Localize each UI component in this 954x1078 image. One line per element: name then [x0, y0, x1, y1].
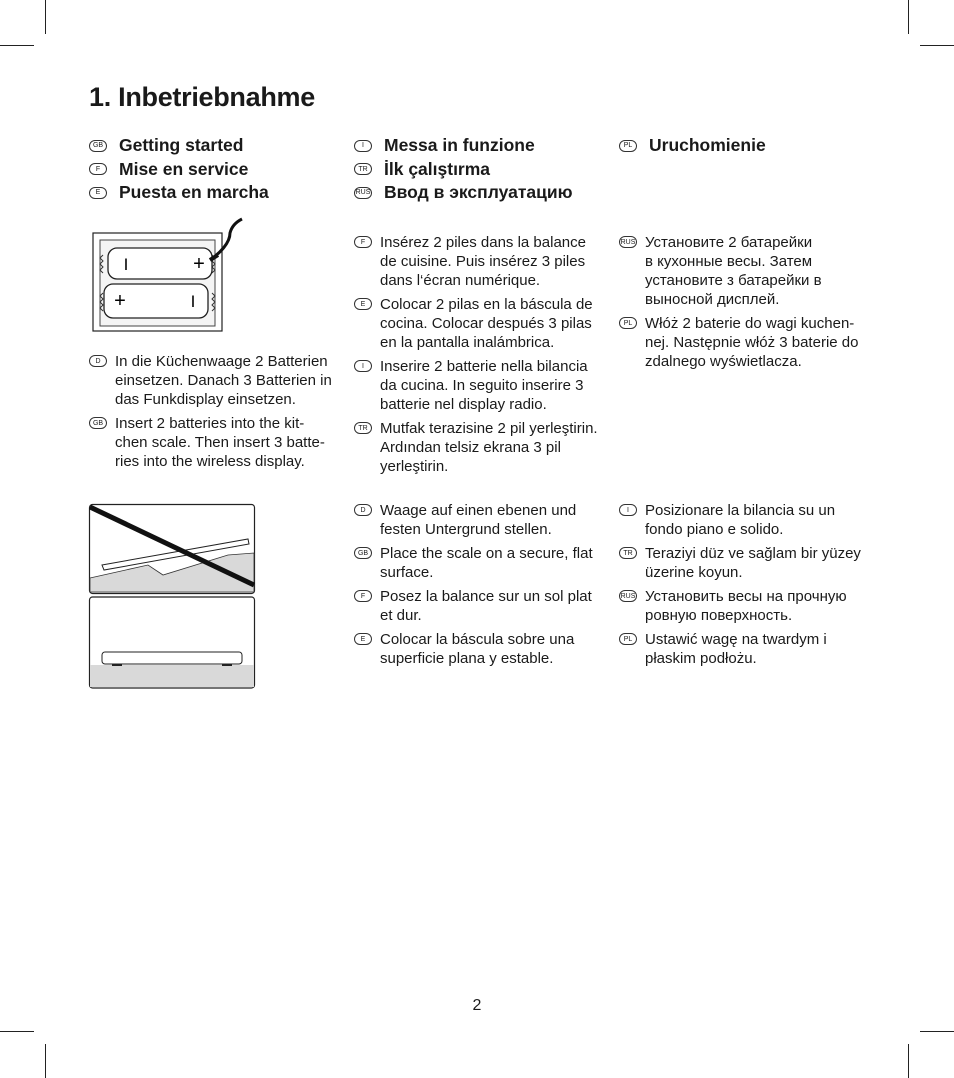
language-badge: D [354, 504, 372, 516]
heading-label: Puesta en marcha [119, 182, 269, 203]
language-badge: GB [89, 417, 107, 429]
language-badge: I [354, 140, 372, 152]
heading-label: Mise en service [119, 158, 249, 179]
heading-label: Uruchomienie [649, 135, 766, 156]
instruction-item [354, 630, 609, 668]
heading-list-col3 [619, 134, 766, 158]
battery-minus-symbol: I [190, 292, 196, 311]
instruction-text: Waage auf einen ebenen und festen Untergrund stellen. [380, 502, 577, 538]
crop-mark [908, 0, 909, 34]
instruction-list-surface-col2 [354, 501, 609, 673]
instruction-item [354, 357, 609, 414]
crop-mark [45, 1044, 46, 1078]
instruction-text: Установить весы на прочную ровную поверхность. [645, 588, 847, 624]
heading-label: Ввод в эксплуатацию [384, 182, 573, 203]
crop-mark [908, 1044, 909, 1078]
instruction-item [89, 414, 339, 471]
heading-item [89, 181, 269, 205]
instruction-text: Inserire 2 batterie nella bilancia da cucina. In seguito inserire 3 batterie nel display radio. [380, 358, 588, 413]
heading-item [354, 134, 573, 158]
language-badge: GB [354, 547, 372, 559]
heading-item [354, 158, 573, 182]
instruction-text: Colocar 2 pilas en la báscula de cocina. Colocar después 3 pilas en la pantalla inalámbrica. [380, 296, 593, 351]
instruction-item [354, 544, 609, 582]
language-badge: E [354, 633, 372, 645]
language-badge: E [89, 187, 107, 199]
heading-list-col1 [89, 134, 269, 205]
instruction-item [89, 352, 339, 409]
page-title: 1. Inbetriebnahme [89, 82, 315, 112]
instruction-text: Włóż 2 baterie do wagi kuchen- nej. Następnie włóż 3 baterie do zdalnego wyświetlacza. [645, 315, 859, 370]
language-badge: E [354, 298, 372, 310]
battery-minus-symbol: I [123, 255, 129, 274]
instruction-item [354, 233, 609, 290]
language-badge: RUS [619, 236, 637, 248]
language-badge: RUS [354, 187, 372, 199]
instruction-item [354, 419, 609, 476]
instruction-item [619, 233, 874, 309]
instruction-text: Posizionare la bilancia su un fondo piano e solido. [645, 502, 836, 538]
flat-surface-illustration [88, 503, 258, 691]
language-badge: RUS [619, 590, 637, 602]
heading-label: Getting started [119, 135, 244, 156]
language-badge: PL [619, 317, 637, 329]
crop-mark [920, 1031, 954, 1032]
language-badge: F [354, 590, 372, 602]
instruction-item [619, 630, 879, 668]
instruction-item [619, 314, 874, 371]
language-badge: D [89, 355, 107, 367]
crop-mark [0, 1031, 34, 1032]
heading-label: İlk çalıştırma [384, 158, 491, 179]
language-badge: PL [619, 633, 637, 645]
crop-mark [45, 0, 46, 34]
heading-item [89, 134, 269, 158]
instruction-item [354, 295, 609, 352]
instruction-text: Установите 2 батарейки в кухонные весы. Затем установите з батарейки в выносной дисплей. [645, 234, 822, 308]
instruction-list-battery-col2 [354, 233, 609, 481]
language-badge: TR [619, 547, 637, 559]
crop-mark [920, 45, 954, 46]
language-badge: GB [89, 140, 107, 152]
instruction-text: Colocar la báscula sobre una superficie plana y estable. [380, 631, 575, 667]
instruction-list-battery-col1 [89, 352, 339, 476]
page-number: 2 [472, 997, 482, 1014]
heading-item [89, 158, 269, 182]
heading-label: Messa in funzione [384, 135, 535, 156]
heading-list-col2 [354, 134, 573, 205]
instruction-item [354, 587, 609, 625]
instruction-text: Insert 2 batteries into the kit- chen scale. Then insert 3 batte- ries into the wireless display. [115, 415, 325, 470]
language-badge: F [354, 236, 372, 248]
language-badge: I [354, 360, 372, 372]
language-badge: TR [354, 163, 372, 175]
heading-item [354, 181, 573, 205]
battery-insertion-illustration [90, 215, 250, 335]
instruction-text: Mutfak terazisine 2 pil yerleştirin. Ardından telsiz ekrana 3 pil yerleştirin. [380, 420, 598, 475]
language-badge: I [619, 504, 637, 516]
instruction-list-surface-col3 [619, 501, 879, 673]
language-badge: TR [354, 422, 372, 434]
battery-plus-symbol: + [114, 290, 126, 312]
instruction-list-battery-col3 [619, 233, 874, 376]
crop-mark [0, 45, 34, 46]
instruction-item [619, 501, 879, 539]
heading-item [619, 134, 766, 158]
instruction-item [354, 501, 609, 539]
battery-plus-symbol: + [193, 253, 205, 275]
instruction-text: Ustawić wagę na twardym i płaskim podłożu. [645, 631, 827, 667]
instruction-item [619, 544, 879, 582]
instruction-item [619, 587, 879, 625]
instruction-text: Teraziyi düz ve sağlam bir yüzey üzerine koyun. [645, 545, 861, 581]
language-badge: F [89, 163, 107, 175]
instruction-text: Insérez 2 piles dans la balance de cuisine. Puis insérez 3 piles dans l‘écran numérique. [380, 234, 586, 289]
instruction-text: In die Küchenwaage 2 Batterien einsetzen. Danach 3 Batterien in das Funkdisplay einsetzen. [115, 353, 332, 408]
instruction-text: Place the scale on a secure, flat surface. [380, 545, 593, 581]
language-badge: PL [619, 140, 637, 152]
instruction-text: Posez la balance sur un sol plat et dur. [380, 588, 592, 624]
